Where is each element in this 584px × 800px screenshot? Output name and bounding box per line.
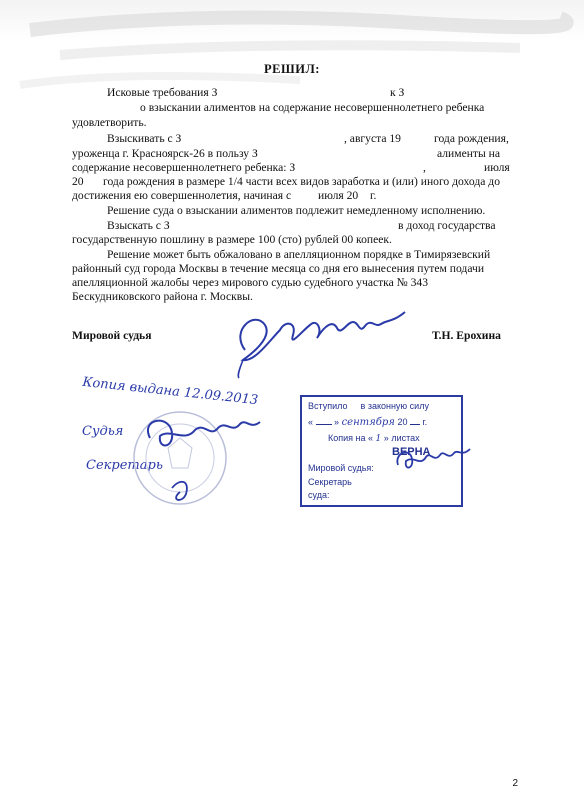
p2-comma: , [423,161,426,174]
p4-collect: Взыскать с З [107,219,170,232]
page-title: РЕШИЛ: [264,62,320,76]
stamp-verna: ВЕРНА [392,446,431,458]
stamp-in-force: в законную силу [360,401,429,411]
p2-start-date: июля 20 [318,189,359,202]
stamp-court: суда: [308,490,330,500]
p2-year: 20 [72,175,84,188]
handwritten-secretary: Секретарь [86,458,163,473]
page-number: 2 [512,778,518,789]
judge-signature [225,300,425,380]
p3-immediate: Решение суда о взыскании алиментов подлежит немедленному исполнению. [107,204,486,217]
stamp-sheets: листах [391,433,420,443]
court-seal [110,408,270,518]
p5-appeal-1: Решение может быть обжаловано в апелляционном порядке в Тимирязевский [107,248,491,261]
handwritten-judge: Судья [82,424,124,439]
p2-child: содержание несовершеннолетнего ребенка: З [72,161,296,174]
stamp-quote-close: » [334,417,340,427]
p2-until: достижения ею совершеннолетия, начиная с [72,189,292,202]
p5-appeal-3: апелляционной жалобы через мирового судью судебного участка № 343 [72,276,429,289]
stamp-secretary: Секретарь [308,477,352,487]
p2-year-suffix: г. [370,189,377,202]
scan-artifact [0,0,584,110]
p4-state: в доход государства [398,219,496,232]
p5-appeal-4: Бескудниковского района г. Москвы. [72,290,253,303]
stamp-q1: « [368,433,374,443]
p2-birth-month: , августа 19 [344,132,401,145]
copy-issued-note: Копия выдана 12.09.2013 [81,374,259,409]
stamp-entered: Вступило [308,401,348,411]
stamp-year: 20 [397,417,408,427]
p2-share: года рождения в размере 1/4 части всех видов заработка и (или) иного дохода до [103,175,500,188]
stamp-month: сентября [341,417,395,428]
stamp-q2: » [383,433,389,443]
p5-appeal-2: районный суд города Москвы в течение месяца со дня его вынесения путем подачи [72,262,485,275]
stamp-signature [394,445,474,475]
p1-satisfy: удовлетворить. [72,116,147,129]
p1-defendant: к З [390,86,405,99]
p4-fee: государственную пошлину в размере 100 (сто) рублей 00 копеек. [72,233,392,246]
stamp-year-suffix: г. [422,417,428,427]
p2-collect: Взыскивать с З [107,132,182,145]
entry-into-force-stamp [300,395,463,507]
p2-alimony: алименты на [437,147,501,160]
p1-subject: о взыскании алиментов на содержание несовершеннолетнего ребенка [140,101,485,114]
stamp-judge: Мировой судья: [308,463,374,473]
stamp-copy-on: Копия на [328,433,366,443]
signature-name: Т.Н. Ерохина [432,329,501,342]
p2-native-of: уроженца г. Красноярск-26 в пользу З [72,147,258,160]
p1-claim-text: Исковые требования З [107,86,218,99]
signature-role: Мировой судья [72,329,152,342]
stamp-quote-open: « [308,417,314,427]
p2-july: июля [484,161,510,174]
stamp-sheet-count: 1 [375,434,382,444]
p2-birth-year: года рождения, [434,132,509,145]
